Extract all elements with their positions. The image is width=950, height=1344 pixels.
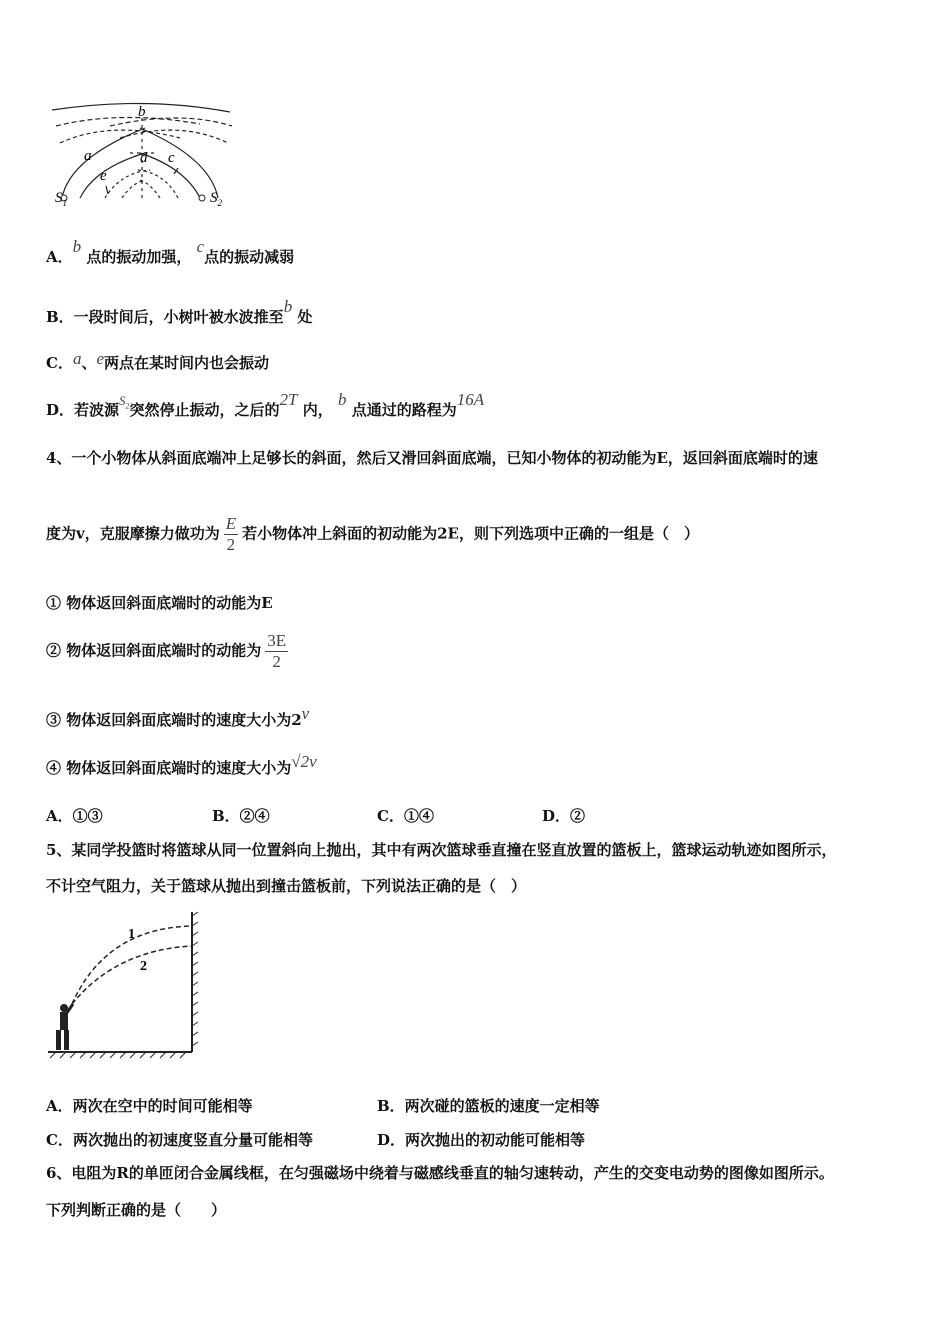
q4-option-d: D．② (542, 807, 586, 825)
q4-statement-1: ① 物体返回斜面底端时的动能为E (46, 594, 273, 612)
wave-interference-figure (50, 98, 240, 213)
q3-option-a (46, 237, 295, 267)
q3-option-c (46, 349, 270, 373)
fig1-label-d: d (140, 150, 148, 166)
q3-c-var2: e (96, 349, 105, 368)
trajectory-label-2: 2 (140, 959, 147, 974)
q4-statement-2 (46, 631, 292, 672)
q3-c-var1: a (72, 349, 82, 368)
q4-s2-fraction (265, 631, 288, 672)
q3-d-var1: S (119, 393, 126, 408)
q4-option-b: B．②④ (212, 807, 270, 825)
q3-b-prefix: B．一段时间后，小树叶被水波推至 (46, 308, 284, 326)
q3-a-var2: c (196, 237, 205, 256)
fig1-label-s1: S (55, 190, 63, 206)
q3-a-var1: b (72, 237, 82, 256)
q3-a-mid: 点的振动加强， (86, 248, 192, 266)
q4-line2-prefix: 度为v，克服摩擦力做功为 (46, 524, 220, 543)
svg-text:S2 (210, 190, 223, 208)
q3-d-var2: 2T (279, 390, 298, 409)
q4-s2-frac-num: 3E (267, 631, 287, 650)
fig1-label-e: e (100, 168, 107, 184)
q4-frac-num: E (225, 514, 237, 533)
q4-line2-suffix: 若小物体冲上斜面的初动能为2E，则下列选项中正确的一组是（ ） (242, 524, 699, 543)
fig1-label-a: a (84, 148, 92, 164)
q4-statement-3 (46, 704, 310, 730)
q5-stem-line1: 5、某同学投篮时将篮球从同一位置斜向上抛出，其中有两次篮球垂直撞在竖直放置的篮板上，篮球运动轨迹如图所示， (46, 841, 837, 859)
q4-s2-prefix: ② 物体返回斜面底端时的动能为 (46, 641, 262, 660)
q4-frac-den: 2 (226, 535, 236, 554)
q5-option-d: D．两次抛出的初动能可能相等 (377, 1131, 586, 1149)
q3-d-mid1: 突然停止振动，之后的 (129, 401, 280, 419)
q4-s2-frac-den: 2 (272, 652, 281, 671)
fig1-label-s2-sub: 2 (217, 198, 222, 208)
q4-fraction (224, 514, 238, 555)
q3-d-var4: 16A (456, 390, 485, 409)
trajectory-label-1: 1 (128, 927, 135, 942)
q5-option-a: A．两次在空中的时间可能相等 (46, 1097, 253, 1115)
q4-s3-prefix: ③ 物体返回斜面底端时的速度大小为2 (46, 711, 302, 729)
q4-statement-4 (46, 752, 317, 778)
basketball-trajectory-figure (46, 908, 206, 1060)
q4-option-a: A．①③ (46, 807, 103, 825)
q3-b-suffix: 处 (297, 308, 313, 326)
q3-d-prefix: D．若波源 (46, 401, 120, 419)
q5-option-c: C．两次抛出的初速度竖直分量可能相等 (46, 1131, 313, 1149)
fig1-label-s1-sub: 1 (62, 198, 67, 208)
q4-option-c: C．①④ (377, 807, 434, 825)
q3-c-prefix: C． (46, 354, 73, 372)
q4-s3-var: v (301, 704, 310, 723)
q4-stem-line2 (46, 514, 699, 555)
q3-d-mid2: 内， (302, 401, 333, 419)
q3-b-var1: b (283, 297, 293, 316)
q5-option-b: B．两次碰的篮板的速度一定相等 (377, 1097, 600, 1115)
fig1-label-c: c (168, 150, 175, 166)
q4-s4-math: √2v (291, 752, 317, 771)
q3-c-sep: 、 (81, 354, 97, 372)
q3-d-mid3: 点通过的路程为 (351, 401, 457, 419)
fig1-label-s2: S (210, 190, 218, 206)
q3-option-d (46, 390, 485, 427)
q6-stem-line1: 6、电阻为R的单匝闭合金属线框，在匀强磁场中绕着与磁感线垂直的轴匀速转动，产生的交变电动势的图像如图所示。 (46, 1164, 834, 1182)
q3-option-b (46, 297, 313, 327)
svg-text:S1 (55, 190, 67, 208)
q5-stem-line2: 不计空气阻力，关于篮球从抛出到撞击篮板前，下列说法正确的是（ ） (46, 877, 527, 895)
q4-stem-line1: 4、一个小物体从斜面底端冲上足够长的斜面，然后又滑回斜面底端，已知小物体的初动能为E，返回斜面底端时的速 (46, 449, 818, 467)
fig1-label-b: b (138, 104, 146, 120)
q3-d-var3: b (337, 390, 347, 409)
q3-a-prefix: A． (46, 248, 73, 266)
q3-c-suffix: 两点在某时间内也会振动 (104, 354, 270, 372)
q6-stem-line2: 下列判断正确的是（ ） (46, 1201, 227, 1219)
q3-d-var1-sub: 2 (125, 401, 130, 411)
q3-a-suffix: 点的振动减弱 (204, 248, 295, 266)
q4-s4-prefix: ④ 物体返回斜面底端时的速度大小为 (46, 759, 292, 777)
